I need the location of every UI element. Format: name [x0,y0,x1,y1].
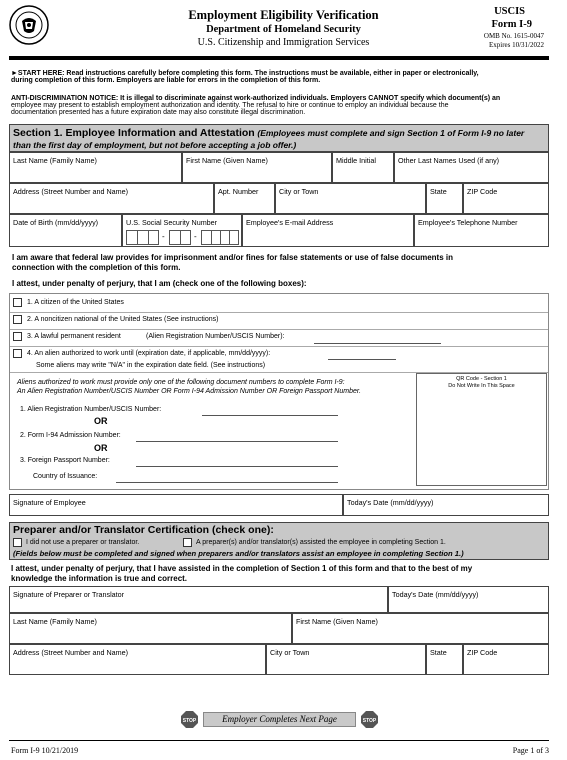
stop-sign-left-icon [181,711,198,728]
permanent-resident-number-input[interactable] [314,343,441,344]
preparer-last-name-label: Last Name (Family Name) [13,617,97,626]
preparer-used-checkbox[interactable] [183,538,192,547]
apt-number-label: Apt. Number [218,187,259,196]
i94-input[interactable] [136,441,338,442]
state-field[interactable] [426,183,463,214]
option-citizen-checkbox[interactable] [13,298,22,307]
option-permanent-resident-label: 3. A lawful permanent resident [27,333,121,340]
page-number: Page 1 of 3 [512,746,549,755]
option-alien-authorized-label: 4. An alien authorized to work until (expiration date, if applicable, mm/dd/yyyy): [27,350,271,357]
preparer-zip-field[interactable] [463,644,549,675]
preparer-signature-label: Signature of Preparer or Translator [13,590,125,599]
option-permanent-resident-checkbox[interactable] [13,332,22,341]
phone-field[interactable] [414,214,549,247]
omb-number: OMB No. 1615-0047 [483,32,544,40]
address-field[interactable] [9,183,214,214]
address-label: Address (Street Number and Name) [13,187,129,196]
qr-code-area [416,373,547,486]
option-alien-authorized-note: Some aliens may write "N/A" in the expiration date field. (See instructions) [36,362,266,369]
aliens-document-note: Aliens authorized to work must provide only one of the following document numbers to complete Form I-9: An Alien Registration Number/USCIS Number OR Form I-94 Admission Number OR Foreign Passport Number. [17,379,361,395]
stop-left-text: STOP [182,718,197,724]
expiration-date-input[interactable] [328,359,396,360]
preparer-title: Preparer and/or Translator Certification (check one): [13,524,274,536]
preparer-state-label: State [430,648,447,657]
or-divider-1: OR [94,416,108,426]
preparer-first-name-label: First Name (Given Name) [296,617,378,626]
ssn-dash-2: - [194,232,197,241]
preparer-zip-label: ZIP Code [467,648,498,657]
preparer-section-header [9,522,549,560]
aware-statement: I am aware that federal law provides for imprisonment and/or fines for false statements or use of false documents in connection with the completion of this form. [12,253,453,272]
section1-subtitle-2: than the first day of employment, but not before accepting a job offer.) [13,140,297,150]
last-name-label: Last Name (Family Name) [13,156,97,165]
form-edition: Form I-9 10/21/2019 [11,746,79,755]
employer-next-page-banner [203,712,356,727]
employee-signature-field[interactable] [9,494,343,516]
dob-label: Date of Birth (mm/dd/yyyy) [13,218,99,227]
preparer-attest: I attest, under penalty of perjury, that I have assisted in the completion of Section 1 of this form and that to the best of my knowledge the information is true and correct. [11,564,473,583]
option-noncitizen-national-label: 2. A noncitizen national of the United States (See instructions) [27,316,219,323]
employer-next-page-label: Employer Completes Next Page [222,714,337,724]
agency-name: U.S. Citizenship and Immigration Services [197,37,370,48]
qr-code-label: QR Code - Section 1 [456,376,507,382]
preparer-address-field[interactable] [9,644,266,675]
option-alien-authorized-checkbox[interactable] [13,349,22,358]
preparer-state-field[interactable] [426,644,463,675]
preparer-city-label: City or Town [270,648,310,657]
ssn-dash-1: - [162,232,165,241]
department-name: Department of Homeland Security [206,24,361,35]
ssn-field [122,214,242,247]
zip-field[interactable] [463,183,549,214]
city-label: City or Town [279,187,319,196]
header-rule [9,56,549,60]
stop-right-text: STOP [362,718,377,724]
state-label: State [430,187,447,196]
alien-registration-label: 1. Alien Registration Number/USCIS Number: [20,406,162,413]
preparer-signature-field[interactable] [9,586,388,613]
passport-label: 3. Foreign Passport Number: [20,457,110,464]
permanent-resident-number-label: (Alien Registration Number/USCIS Number): [146,333,285,340]
preparer-note: (Fields below must be completed and signed when preparers and/or translators assist an employee in completing Section 1.) [13,549,464,558]
employee-date-field[interactable] [343,494,549,516]
option-citizen-label: 1. A citizen of the United States [27,299,124,306]
qr-code-note: Do Not Write In This Space [448,383,515,389]
anti-discrimination-notice: ANTI-DISCRIMINATION NOTICE: It is illegal to discriminate against work-authorized individuals. Employers CANNOT specify which document(s) an employee may present to establish employment authorization and identity. The refusal to hire or continue to employ an individual because the documentation presented has a future expiration date may also constitute illegal discrimination. [11,95,501,116]
option-noncitizen-national-checkbox[interactable] [13,315,22,324]
form-number: Form I-9 [491,19,532,30]
preparer-last-name-field[interactable] [9,613,292,644]
zip-label: ZIP Code [467,187,498,196]
start-here-notice: ►START HERE: Read instructions carefully before completing this form. The instructions must be available, either in paper or electronically, during completion of this form. Employers are liable for errors in the completion of this form. [11,70,479,84]
dob-field[interactable] [9,214,122,247]
or-divider-2: OR [94,443,108,453]
employee-signature-label: Signature of Employee [13,498,86,507]
middle-initial-label: Middle Initial [336,156,376,165]
country-input[interactable] [116,482,338,483]
preparer-used-label: A preparer(s) and/or translator(s) assisted the employee in completing Section 1. [196,539,446,546]
form-title: Employment Eligibility Verification [188,8,379,22]
attest-statement: I attest, under penalty of perjury, that I am (check one of the following boxes): [12,279,307,288]
no-preparer-label: I did not use a preparer or translator. [26,539,140,546]
section1-header [9,124,549,152]
apt-number-field[interactable] [214,183,275,214]
no-preparer-checkbox[interactable] [13,538,22,547]
preparer-address-label: Address (Street Number and Name) [13,648,129,657]
city-field[interactable] [275,183,426,214]
preparer-city-field[interactable] [266,644,426,675]
email-field[interactable] [242,214,414,247]
first-name-label: First Name (Given Name) [186,156,268,165]
preparer-date-field[interactable] [388,586,549,613]
phone-label: Employee's Telephone Number [418,218,518,227]
footer-rule [9,740,549,741]
preparer-first-name-field[interactable] [292,613,549,644]
first-name-field[interactable] [182,152,332,183]
expiration: Expires 10/31/2022 [488,41,544,49]
passport-input[interactable] [136,466,338,467]
employee-date-label: Today's Date (mm/dd/yyyy) [347,498,434,507]
section1-title: Section 1. Employee Information and Attestation [13,127,255,139]
other-last-names-label: Other Last Names Used (if any) [398,156,500,165]
middle-initial-field[interactable] [332,152,394,183]
i94-label: 2. Form I-94 Admission Number: [20,432,121,439]
alien-registration-input[interactable] [202,415,338,416]
section1-subtitle: (Employees must complete and sign Section 1 of Form I-9 no later [257,128,525,138]
ssn-label: U.S. Social Security Number [126,218,218,227]
last-name-field[interactable] [9,152,182,183]
other-last-names-field[interactable] [394,152,549,183]
preparer-date-label: Today's Date (mm/dd/yyyy) [392,590,479,599]
country-label: Country of Issuance: [33,473,98,480]
email-label: Employee's E-mail Address [246,218,334,227]
uscis-label: USCIS [494,6,525,17]
stop-sign-right-icon [361,711,378,728]
